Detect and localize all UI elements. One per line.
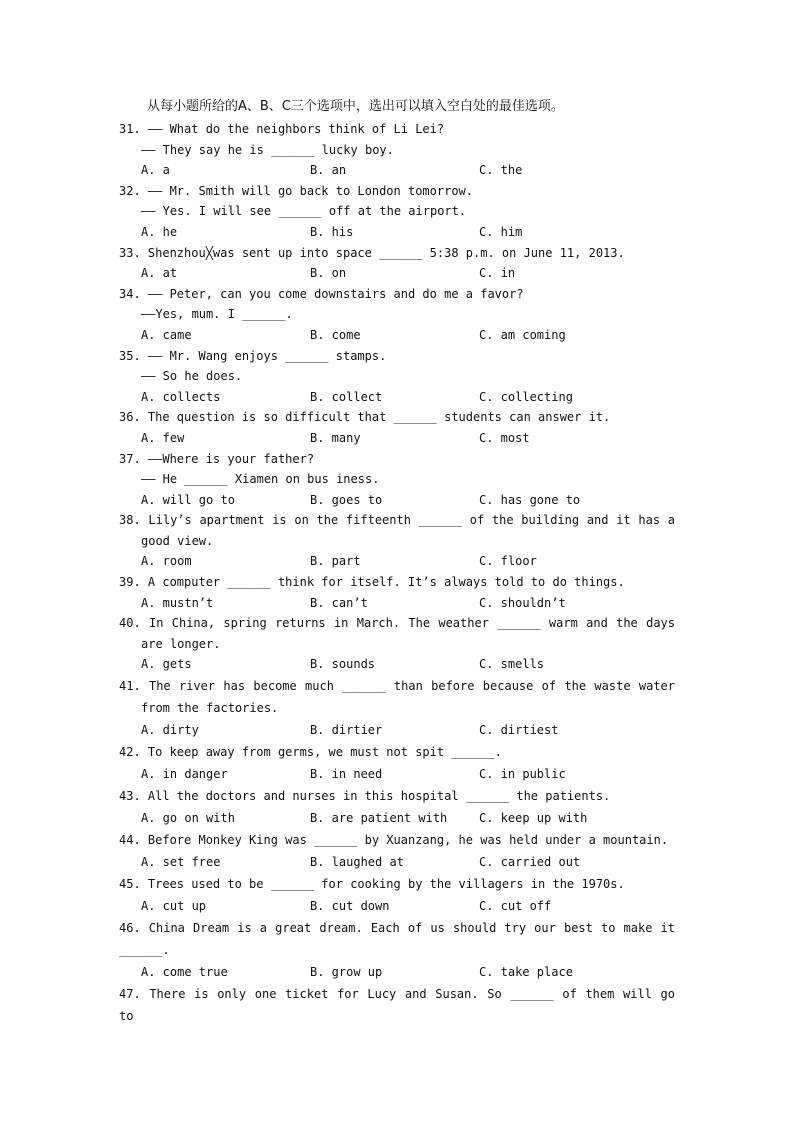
option-b: B. come [310, 327, 361, 342]
question-line: —— Yes. I will see ______ off at the airport. [141, 204, 467, 219]
option-a: A. come true [141, 965, 228, 980]
option-a: A. at [141, 266, 178, 281]
question-line: —— He ______ Xiamen on bus iness. [141, 472, 380, 487]
option-c: C. keep up with [479, 811, 588, 826]
option-a: A. cut up [141, 899, 207, 914]
question-stem: 44. Before Monkey King was ______ by Xuanzang, he was held under a mountain. [119, 833, 669, 848]
option-b: B. grow up [310, 965, 383, 980]
question-stem: 47. There is only one ticket for Lucy and Susan. So ______ of them will go to [119, 987, 675, 1024]
option-a: A. set free [141, 855, 221, 870]
question-stem: 41. The river has become much ______ than before because of the waste water [119, 679, 675, 694]
option-a: A. gets [141, 657, 192, 672]
option-b: B. goes to [310, 492, 383, 507]
option-row [119, 263, 675, 284]
option-b: B. many [310, 430, 361, 445]
question-stem: 34. —— Peter, can you come downstairs and do me a favor? [119, 286, 524, 301]
question-stem: 46. China Dream is a great dream. Each of us should try our best to make it [119, 921, 675, 936]
option-b: B. cut down [310, 899, 390, 914]
option-a: A. he [141, 224, 178, 239]
option-row [119, 961, 675, 983]
option-row [119, 387, 675, 408]
question [119, 741, 675, 785]
question-line: —— So he does. [141, 369, 243, 384]
option-row [119, 222, 675, 243]
question-stem: 39. A computer ______ think for itself. It’s always told to do things. [119, 575, 625, 590]
question-line: ______. [119, 943, 170, 958]
option-a: A. will go to [141, 492, 235, 507]
question [119, 181, 675, 243]
option-c: C. carried out [479, 855, 581, 870]
option-row [119, 593, 675, 614]
question [119, 572, 675, 613]
option-c: C. the [479, 163, 523, 178]
option-a: A. dirty [141, 723, 199, 738]
option-a: A. in danger [141, 767, 228, 782]
question-stem: 33. Shenzhou╳was sent up into space ______ 5:38 p.m. on June 11, 2013. [119, 245, 625, 260]
option-a: A. few [141, 430, 185, 445]
question [119, 675, 675, 741]
question [119, 983, 675, 1024]
question [119, 917, 675, 983]
option-b: B. can’t [310, 595, 368, 610]
option-b: B. dirtier [310, 723, 383, 738]
question [119, 243, 675, 284]
option-c: C. shouldn’t [479, 595, 566, 610]
option-b: B. collect [310, 389, 383, 404]
option-c: C. collecting [479, 389, 573, 404]
option-a: A. collects [141, 389, 221, 404]
question [119, 873, 675, 917]
question-line: from the factories. [141, 701, 279, 716]
option-c: C. has gone to [479, 492, 581, 507]
question [119, 119, 675, 181]
question-stem: 45. Trees used to be ______ for cooking by the villagers in the 1970s. [119, 877, 625, 892]
question-stem: 42. To keep away from germs, we must not spit ______. [119, 745, 502, 760]
option-b: B. are patient with [310, 811, 448, 826]
question-stem: 35. —— Mr. Wang enjoys ______ stamps. [119, 348, 387, 363]
option-b: B. in need [310, 767, 383, 782]
option-row [119, 654, 675, 675]
question-list [119, 119, 675, 1024]
section-instruction: 从每小题所给的A、B、C三个选项中，选出可以填入空白处的最佳选项。 [147, 99, 564, 114]
option-a: A. room [141, 554, 192, 569]
option-b: B. part [310, 554, 361, 569]
question [119, 407, 675, 448]
option-row [119, 895, 675, 917]
option-row [119, 719, 675, 741]
question [119, 346, 675, 408]
question-stem: 32. —— Mr. Smith will go back to London tomorrow. [119, 183, 474, 198]
option-c: C. am coming [479, 327, 566, 342]
question [119, 829, 675, 873]
option-c: C. him [479, 224, 523, 239]
question-line: good view. [141, 533, 214, 548]
question-stem: 43. All the doctors and nurses in this hospital ______ the patients. [119, 789, 611, 804]
option-c: C. in [479, 266, 516, 281]
option-row [119, 490, 675, 511]
option-row [119, 428, 675, 449]
question-line: —— They say he is ______ lucky boy. [141, 142, 394, 157]
option-a: A. go on with [141, 811, 235, 826]
question-stem: 36. The question is so difficult that ______ students can answer it. [119, 410, 611, 425]
option-c: C. smells [479, 657, 545, 672]
option-c: C. most [479, 430, 530, 445]
question-stem: 40. In China, spring returns in March. The weather ______ warm and the days [119, 616, 675, 631]
option-row [119, 763, 675, 785]
option-c: C. dirtiest [479, 723, 559, 738]
question-line: are longer. [141, 636, 221, 651]
option-c: C. cut off [479, 899, 552, 914]
option-row [119, 807, 675, 829]
question-stem: 31. —— What do the neighbors think of Li Lei? [119, 122, 445, 136]
question [119, 510, 675, 572]
option-c: C. floor [479, 554, 537, 569]
option-b: B. his [310, 224, 354, 239]
option-row [119, 160, 675, 181]
question [119, 613, 675, 675]
option-row [119, 325, 675, 346]
question [119, 449, 675, 511]
option-c: C. take place [479, 965, 573, 980]
option-c: C. in public [479, 767, 566, 782]
option-row [119, 551, 675, 572]
option-b: B. sounds [310, 657, 376, 672]
question [119, 284, 675, 346]
option-a: A. came [141, 327, 192, 342]
option-row [119, 851, 675, 873]
question-stem: 37. ——Where is your father? [119, 451, 315, 466]
question [119, 785, 675, 829]
option-b: B. on [310, 266, 347, 281]
option-a: A. mustn’t [141, 595, 214, 610]
question-stem: 38. Lily’s apartment is on the fifteenth ______ of the building and it has a [119, 513, 675, 528]
question-line: ——Yes, mum. I ______. [141, 307, 293, 322]
option-a: A. a [141, 163, 170, 178]
option-b: B. laughed at [310, 855, 404, 870]
option-b: B. an [310, 163, 347, 178]
